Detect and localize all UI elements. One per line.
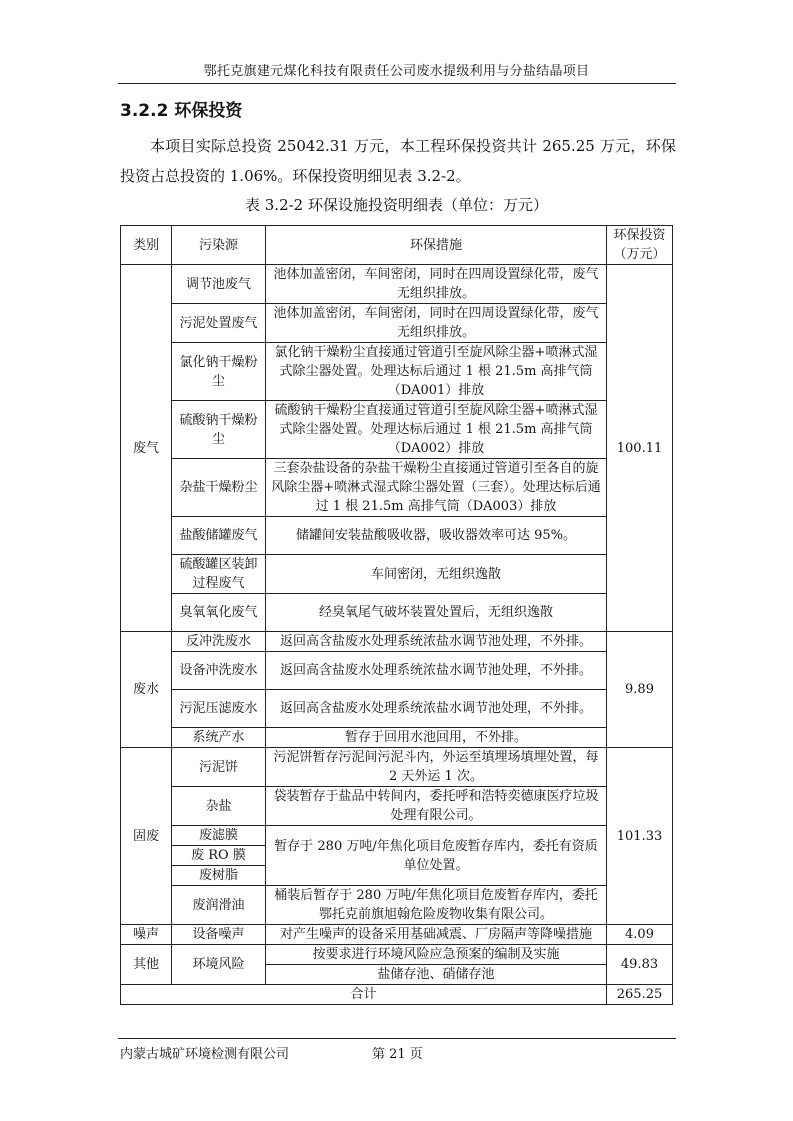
page-number: 第 21 页 [372, 1047, 423, 1062]
source-cell: 盐酸储罐废气 [172, 517, 266, 555]
category-cell: 噪声 [121, 925, 172, 945]
measure-cell: 返回高含盐废水处理系统浓盐水调节池处理，不外排。 [266, 632, 607, 652]
source-cell: 系统产水 [172, 728, 266, 748]
measure-cell: 池体加盖密闭，车间密闭，同时在四周设置绿化带，废气无组织排放。 [266, 304, 607, 343]
measure-cell: 氯化钠干燥粉尘直接通过管道引至旋风除尘器+喷淋式湿式除尘器处置。处理达标后通过 1 根 21.5m 高排气筒（DA001）排放 [266, 343, 607, 401]
source-cell: 设备冲洗废水 [172, 652, 266, 690]
measure-cell: 车间密闭，无组织逸散 [266, 555, 607, 594]
source-cell: 污泥饼 [172, 748, 266, 787]
source-cell: 废润滑油 [172, 886, 266, 925]
header-category: 类别 [121, 226, 172, 265]
measure-cell: 按要求进行环境风险应急预案的编制及实施 [266, 945, 607, 965]
source-cell: 环境风险 [172, 945, 266, 985]
source-cell: 污泥压滤废水 [172, 690, 266, 728]
measure-cell: 池体加盖密闭，车间密闭，同时在四周设置绿化带，废气无组织排放。 [266, 265, 607, 304]
source-cell: 废滤膜 [172, 826, 266, 846]
source-cell: 臭氧氧化废气 [172, 594, 266, 632]
header-source: 污染源 [172, 226, 266, 265]
measure-cell: 对产生噪声的设备采用基础减震、厂房隔声等降噪措施 [266, 925, 607, 945]
source-cell: 废树脂 [172, 866, 266, 886]
section-title: 3.2.2 环保投资 [120, 101, 243, 121]
category-cell: 废气 [121, 265, 172, 632]
header-investment: 环保投资（万元） [607, 226, 673, 265]
investment-cell: 4.09 [607, 925, 673, 945]
category-cell: 固废 [121, 748, 172, 925]
source-cell: 设备噪声 [172, 925, 266, 945]
source-cell: 氯化钠干燥粉尘 [172, 343, 266, 401]
footer-company: 内蒙古城矿环境检测有限公司 [120, 1047, 290, 1062]
measure-cell: 储罐间安装盐酸吸收器，吸收器效率可达 95%。 [266, 517, 607, 555]
source-cell: 硫酸罐区装卸过程废气 [172, 555, 266, 594]
header-divider [118, 83, 676, 84]
measure-cell: 盐储存池、硝储存池 [266, 965, 607, 985]
measure-cell: 返回高含盐废水处理系统浓盐水调节池处理，不外排。 [266, 690, 607, 728]
body-paragraph: 本项目实际总投资 25042.31 万元，本工程环保投资共计 265.25 万元，环保投资占总投资的 1.06%。环保投资明细见表 3.2-2。 [120, 137, 676, 185]
measure-cell: 桶装后暂存于 280 万吨/年焦化项目危废暂存库内，委托鄂托克前旗旭翰危险废物收集有限公司。 [266, 886, 607, 925]
measure-cell: 返回高含盐废水处理系统浓盐水调节池处理，不外排。 [266, 652, 607, 690]
source-cell: 废 RO 膜 [172, 846, 266, 866]
investment-table [120, 225, 673, 1005]
source-cell: 污泥处置废气 [172, 304, 266, 343]
measure-cell: 经臭氧尾气破坏装置处置后，无组织逸散 [266, 594, 607, 632]
investment-cell: 9.89 [607, 632, 673, 748]
measure-cell: 袋装暂存于盐品中转间内，委托呼和浩特奕德康医疗垃圾处理有限公司。 [266, 787, 607, 826]
investment-cell: 49.83 [607, 945, 673, 985]
investment-cell: 100.11 [607, 265, 673, 632]
source-cell: 杂盐干燥粉尘 [172, 459, 266, 517]
measure-cell: 硫酸钠干燥粉尘直接通过管道引至旋风除尘器+喷淋式湿式除尘器处置。处理达标后通过 1 根 21.5m 高排气筒（DA002）排放 [266, 401, 607, 459]
header-measure: 环保措施 [266, 226, 607, 265]
source-cell: 反冲洗废水 [172, 632, 266, 652]
total-label: 合计 [121, 985, 607, 1005]
measure-cell: 污泥饼暂存污泥间污泥斗内，外运至填埋场填埋处置，每 2 天外运 1 次。 [266, 748, 607, 787]
measure-cell: 暂存于回用水池回用，不外排。 [266, 728, 607, 748]
investment-cell: 101.33 [607, 748, 673, 925]
measure-cell: 暂存于 280 万吨/年焦化项目危废暂存库内，委托有资质单位处置。 [266, 826, 607, 886]
table-caption: 表 3.2-2 环保设施投资明细表（单位：万元） [244, 196, 548, 214]
page-header: 鄂托克旗建元煤化科技有限责任公司废水提级利用与分盐结晶项目 [203, 64, 590, 79]
category-cell: 其他 [121, 945, 172, 985]
footer-divider [118, 1038, 676, 1039]
source-cell: 调节池废气 [172, 265, 266, 304]
measure-cell: 三套杂盐设备的杂盐干燥粉尘直接通过管道引至各自的旋风除尘器+喷淋式湿式除尘器处置（三套）。处理达标后通过 1 根 21.5m 高排气筒（DA003）排放 [266, 459, 607, 517]
source-cell: 杂盐 [172, 787, 266, 826]
category-cell: 废水 [121, 632, 172, 748]
source-cell: 硫酸钠干燥粉尘 [172, 401, 266, 459]
total-value: 265.25 [607, 985, 673, 1005]
